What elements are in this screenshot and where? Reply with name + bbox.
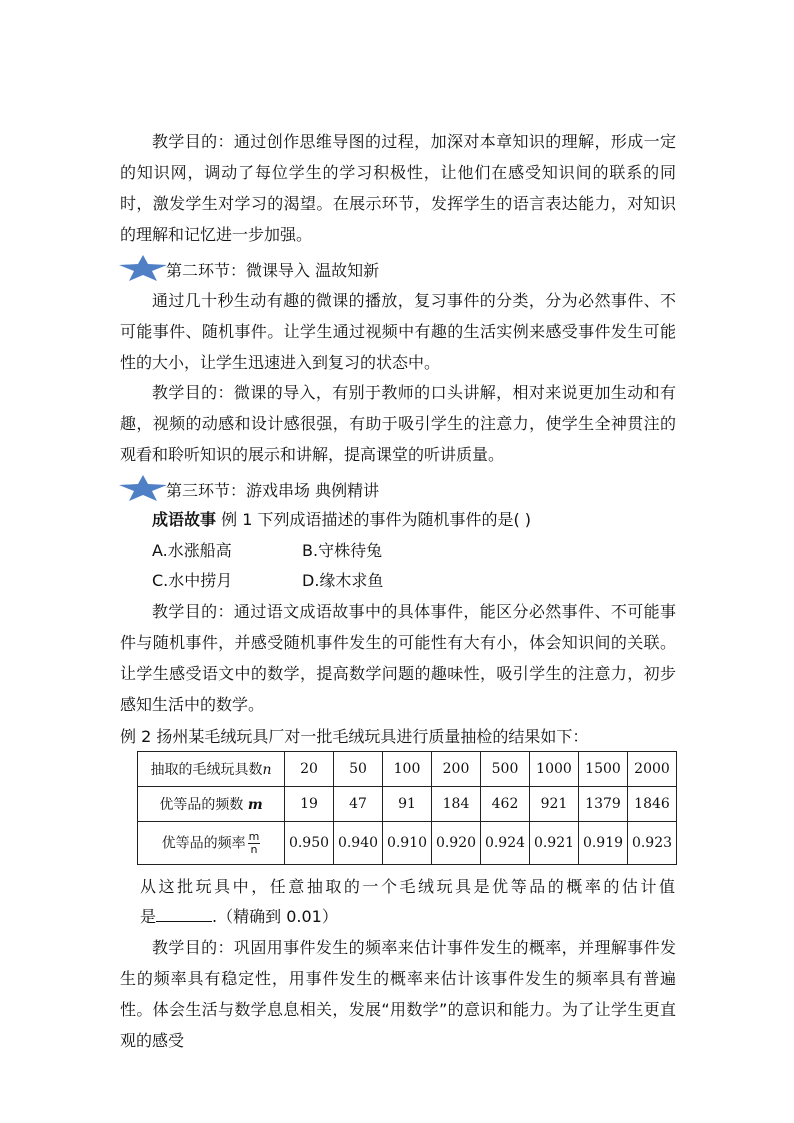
table-cell: 200	[432, 752, 481, 787]
answer-suffix: .（精确到 0.01）	[212, 907, 338, 926]
frequency-table	[137, 751, 677, 865]
option-c: C.水中捞月	[152, 571, 233, 590]
table-cell: 47	[334, 787, 383, 822]
table-header-cell: 优等品的频率 $\frac{m}{n}$	[138, 822, 285, 865]
example-2-intro: 例 2 扬州某毛绒玩具厂对一批毛绒玩具进行质量抽检的结果如下：	[120, 727, 589, 746]
table-row	[138, 822, 677, 865]
paragraph-micro-lesson: 通过几十秒生动有趣的微课的播放，复习事件的分类，分为必然事件、不可能事件、随机事件。让学生通过视频中有趣的生活实例来感受事件发生可能性的大小，让学生迅速进入到复习的状态中。	[120, 291, 676, 372]
table-cell: 1846	[628, 787, 677, 822]
star-icon	[118, 474, 168, 502]
table-header-cell: 优等品的频数 m	[138, 787, 285, 822]
option-a: A.水涨船高	[152, 541, 232, 560]
table-cell: 0.921	[530, 822, 579, 865]
table-cell: 20	[285, 752, 334, 787]
option-b: B.守株待兔	[302, 541, 383, 560]
table-cell: 921	[530, 787, 579, 822]
example-2-question: 从这批玩具中，任意抽取的一个毛绒玩具是优等品的概率的估计值	[140, 877, 676, 896]
answer-prefix: 是	[140, 907, 157, 926]
table-cell: 500	[481, 752, 530, 787]
answer-blank	[156, 907, 212, 922]
table-cell: 2000	[628, 752, 677, 787]
option-d: D.缘木求鱼	[302, 571, 384, 590]
table-cell: 1379	[579, 787, 628, 822]
table-cell: 0.924	[481, 822, 530, 865]
table-cell: 0.919	[579, 822, 628, 865]
section-heading-2-text: 第二环节：微课导入 温故知新	[166, 261, 380, 280]
table-cell: 91	[383, 787, 432, 822]
table-cell: 0.923	[628, 822, 677, 865]
star-icon	[118, 254, 168, 282]
paragraph-goal-1: 教学目的：通过创作思维导图的过程，加深对本章知识的理解，形成一定的知识网，调动了每位学生的学习积极性，让他们在感受知识间的联系的同时，激发学生对学习的渴望。在展示环节，发挥学生的语言表达能力，对知识的理解和记忆进一步加强。	[120, 132, 676, 244]
example-2-answer-line	[140, 904, 338, 927]
paragraph-goal-3: 教学目的：通过语文成语故事中的具体事件，能区分必然事件、不可能事件与随机事件，并感受随机事件发生的可能性有大有小，体会知识间的关联。让学生感受语文中的数学，提高数学问题的趣味性，吸引学生的注意力，初步感知生活中的数学。	[120, 602, 676, 714]
table-row	[138, 787, 677, 822]
table-cell: 0.910	[383, 822, 432, 865]
table-cell: 50	[334, 752, 383, 787]
table-cell: 100	[383, 752, 432, 787]
table-cell: 184	[432, 787, 481, 822]
table-cell: 0.950	[285, 822, 334, 865]
table-cell: 19	[285, 787, 334, 822]
table-header-cell: 抽取的毛绒玩具数n	[138, 752, 285, 787]
example-1-text: 例 1 下列成语描述的事件为随机事件的是( )	[216, 510, 532, 529]
fraction-m-over-n: $\frac{m}{n}$	[248, 829, 260, 856]
table-cell: 0.940	[334, 822, 383, 865]
paragraph-goal-4: 教学目的：巩固用事件发生的频率来估计事件发生的概率，并理解事件发生的频率具有稳定性，用事件发生的概率来估计该事件发生的频率具有普遍性。体会生活与数学息息相关，发展“用数学”的意识和能力。为了让学生更直观的感受	[120, 938, 676, 1050]
table-cell: 462	[481, 787, 530, 822]
table-cell: 0.920	[432, 822, 481, 865]
example-1-label: 成语故事	[152, 510, 217, 529]
table-cell: 1000	[530, 752, 579, 787]
table-row	[138, 752, 677, 787]
section-heading-3-text: 第三环节：游戏串场 典例精讲	[166, 481, 380, 500]
table-cell: 1500	[579, 752, 628, 787]
paragraph-goal-2: 教学目的：微课的导入，有别于教师的口头讲解，相对来说更加生动和有趣，视频的动感和设计感很强，有助于吸引学生的注意力，使学生全神贯注的观看和聆听知识的展示和讲解，提高课堂的听讲质量。	[120, 383, 676, 464]
example-1-question	[152, 507, 531, 530]
